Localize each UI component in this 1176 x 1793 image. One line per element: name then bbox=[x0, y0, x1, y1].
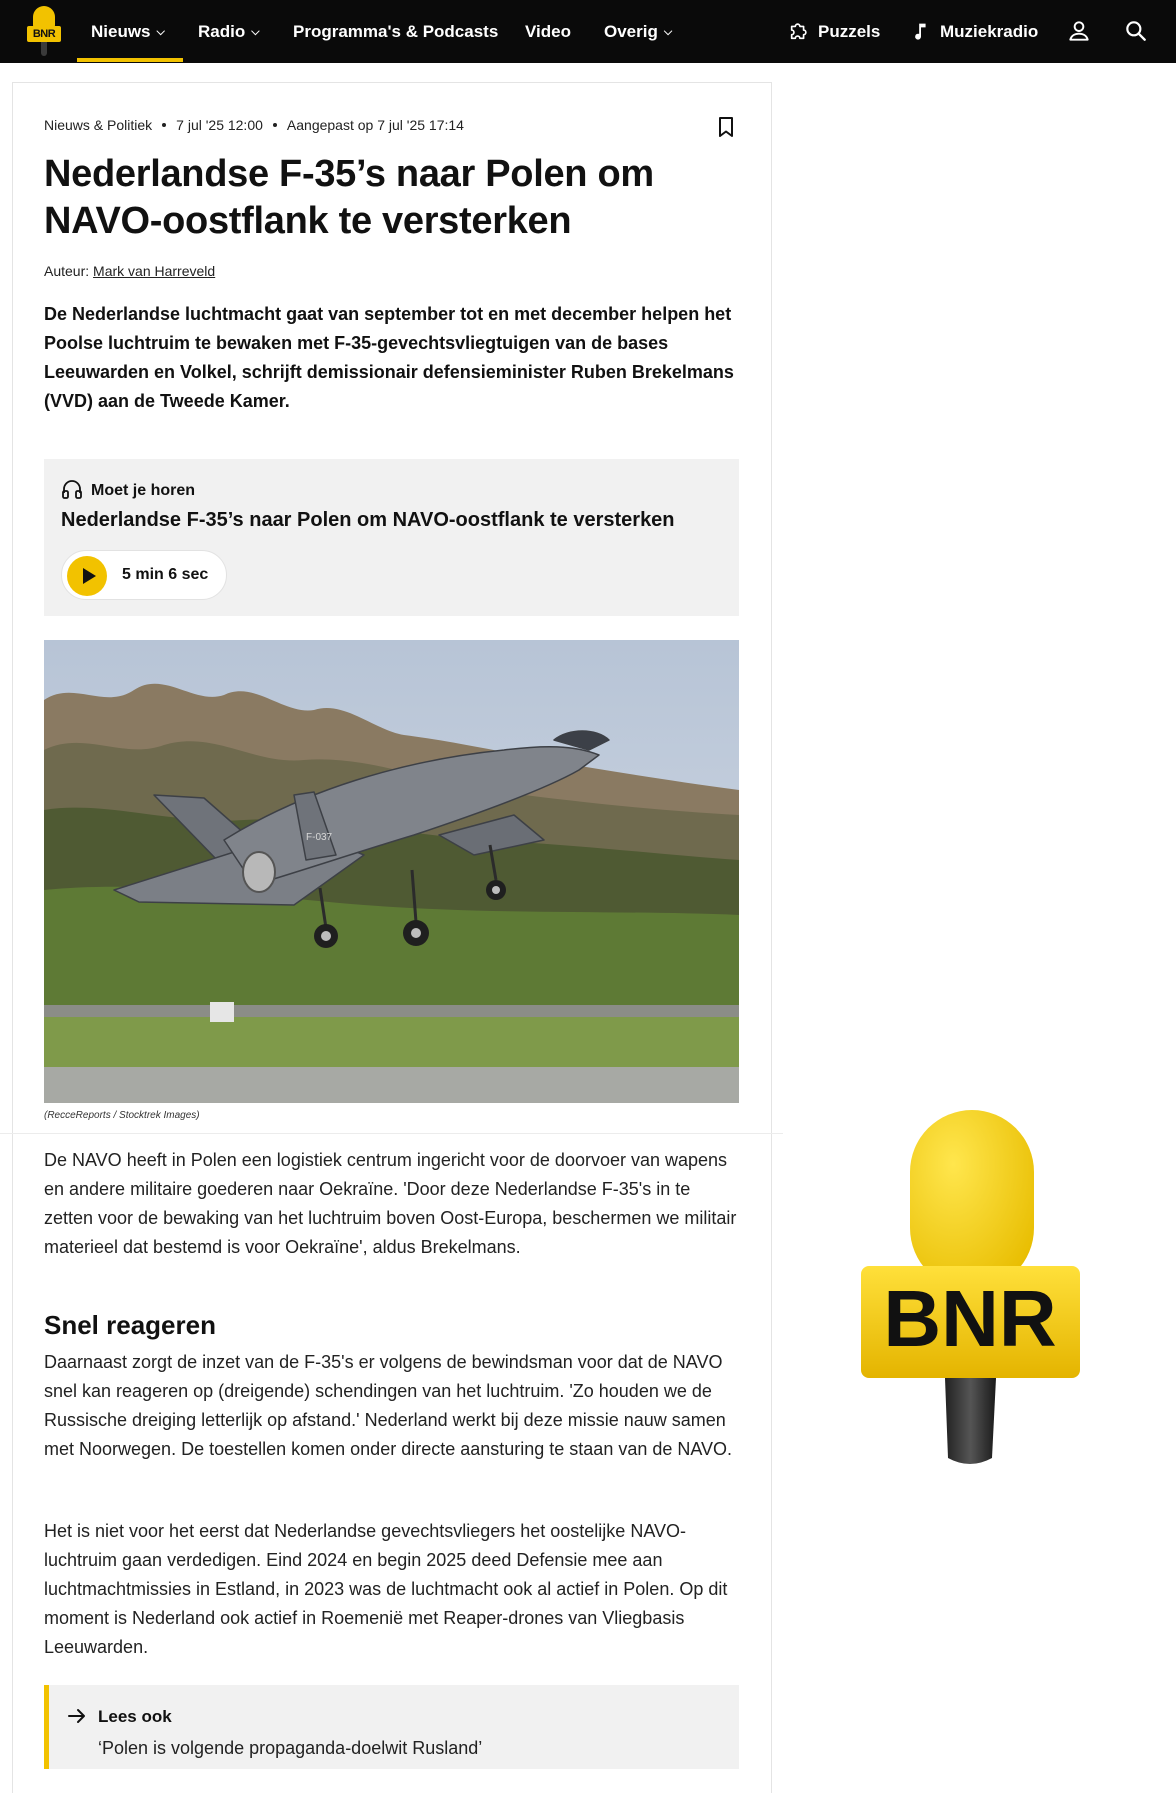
article-lead: De Nederlandse luchtmacht gaat van september tot en met december helpen het Poolse luchtruim te bewaken met F-35-gevechtsvliegtuigen van de bases Leeuwarden en Volkel, schrijft demissionair defensieminister Ruben Brekelmans (VVD) aan de Tweede Kamer. bbox=[44, 304, 734, 411]
nav-item-video[interactable] bbox=[525, 0, 571, 63]
section-divider bbox=[0, 1133, 783, 1134]
article-subheading: Snel reageren bbox=[44, 1310, 216, 1340]
tail-number: F-037 bbox=[306, 832, 333, 843]
arrow-right-icon bbox=[66, 1705, 88, 1727]
user-icon[interactable] bbox=[1066, 18, 1092, 44]
image-caption: (RecceReports / Stocktrek Images) bbox=[44, 1110, 200, 1121]
updated-date: Aangepast op 7 jul '25 17:14 bbox=[286, 117, 464, 133]
headphones-icon bbox=[61, 479, 83, 499]
article-hero-image bbox=[44, 640, 739, 1103]
article-meta bbox=[44, 117, 464, 133]
article-author bbox=[44, 263, 215, 279]
bnr-microphone-ad[interactable] bbox=[859, 1108, 1082, 1468]
nav-item-muziekradio[interactable] bbox=[910, 0, 1038, 63]
nav-item-label: Radio bbox=[198, 22, 246, 41]
play-circle bbox=[67, 556, 107, 596]
read-also-link[interactable]: ‘Polen is volgende propaganda-doelwit Rusland’ bbox=[98, 1738, 483, 1758]
nav-item-overig[interactable] bbox=[604, 0, 672, 63]
nav-item-label: Muziekradio bbox=[940, 22, 1039, 41]
article-paragraph: Het is niet voor het eerst dat Nederlandse gevechtsvliegers het oostelijke NAVO-luchtruim gaan verdedigen. Eind 2024 en begin 2025 deed Defensie mee aan luchtmachtmissies in Estland, in 2023 was de luchtmacht ook al actief in Polen. Op dit moment is Nederland ook actief in Roemenië met Reaper-drones van Vliegbasis Leeuwarden. bbox=[44, 1521, 728, 1657]
nav-item-radio[interactable] bbox=[198, 0, 260, 63]
bookmark-icon[interactable] bbox=[716, 116, 736, 138]
ad-text: BNR bbox=[883, 1274, 1057, 1363]
nav-item-label: Video bbox=[525, 22, 571, 41]
logo-microphone-handle bbox=[41, 42, 47, 56]
article-paragraph: De NAVO heeft in Polen een logistiek centrum ingericht voor de doorvoer van wapens en andere militaire goederen naar Oekraïne. 'Door deze Nederlandse F-35's in te zetten voor de bewaking van het luchtruim boven Oost-Europa, beschermen we militair materieel dat bestemd is voor Oekraïne', aldus Brekelmans. bbox=[44, 1150, 737, 1257]
top-navigation bbox=[0, 0, 1176, 63]
publish-date: 7 jul '25 12:00 bbox=[176, 117, 263, 133]
author-link[interactable]: Mark van Harreveld bbox=[93, 263, 216, 279]
bnr-logo[interactable] bbox=[27, 6, 61, 56]
nav-item-label: Nieuws bbox=[91, 22, 151, 41]
author-label: Auteur: bbox=[44, 263, 90, 279]
play-button[interactable] bbox=[61, 550, 227, 600]
audio-title[interactable]: Nederlandse F-35’s naar Polen om NAVO-oostflank te versterken bbox=[61, 509, 675, 531]
music-note-icon bbox=[910, 20, 932, 42]
meta-separator bbox=[162, 123, 166, 127]
chevron-down-icon: ⌵ bbox=[251, 26, 260, 38]
chevron-down-icon: ⌵ bbox=[156, 26, 165, 38]
article-category[interactable]: Nieuws & Politiek bbox=[44, 117, 153, 133]
meta-separator bbox=[273, 123, 277, 127]
audio-duration: 5 min 6 sec bbox=[122, 566, 209, 583]
nav-active-indicator bbox=[77, 58, 183, 62]
article-paragraph: Daarnaast zorgt de inzet van de F-35's er volgens de bewindsman voor dat de NAVO snel kan reageren op (dreigende) schendingen van het luchtruim. 'Zo houden we de Russische dreiging letterlijk op afstand.' Nederland werkt bij deze missie nauw samen met Noorwegen. De toestellen komen onder directe aansturing te staan van de NAVO. bbox=[44, 1352, 733, 1459]
nav-item-label: Programma's & Podcasts bbox=[293, 22, 499, 41]
audio-kicker bbox=[61, 479, 195, 500]
audio-player-box bbox=[44, 459, 739, 616]
nav-item-programmas-podcasts[interactable] bbox=[293, 0, 498, 63]
nav-item-label: Overig bbox=[604, 22, 658, 41]
read-also-label: Lees ook bbox=[98, 1707, 172, 1726]
nav-item-nieuws[interactable] bbox=[91, 0, 165, 63]
audio-kicker-label: Moet je horen bbox=[91, 482, 196, 499]
logo-text: BNR bbox=[27, 26, 61, 42]
nav-item-puzzels[interactable] bbox=[788, 0, 880, 63]
f35-jet-photo bbox=[44, 640, 739, 1103]
bnr-microphone-graphic bbox=[859, 1108, 1082, 1468]
play-icon bbox=[83, 568, 96, 584]
search-icon[interactable] bbox=[1123, 18, 1149, 44]
chevron-down-icon: ⌵ bbox=[663, 26, 673, 38]
puzzle-icon bbox=[788, 20, 810, 42]
read-also-box[interactable] bbox=[44, 1685, 739, 1769]
nav-item-label: Puzzels bbox=[818, 22, 881, 41]
article-title: Nederlandse F-35’s naar Polen om NAVO-oostflank te versterken bbox=[44, 153, 654, 242]
